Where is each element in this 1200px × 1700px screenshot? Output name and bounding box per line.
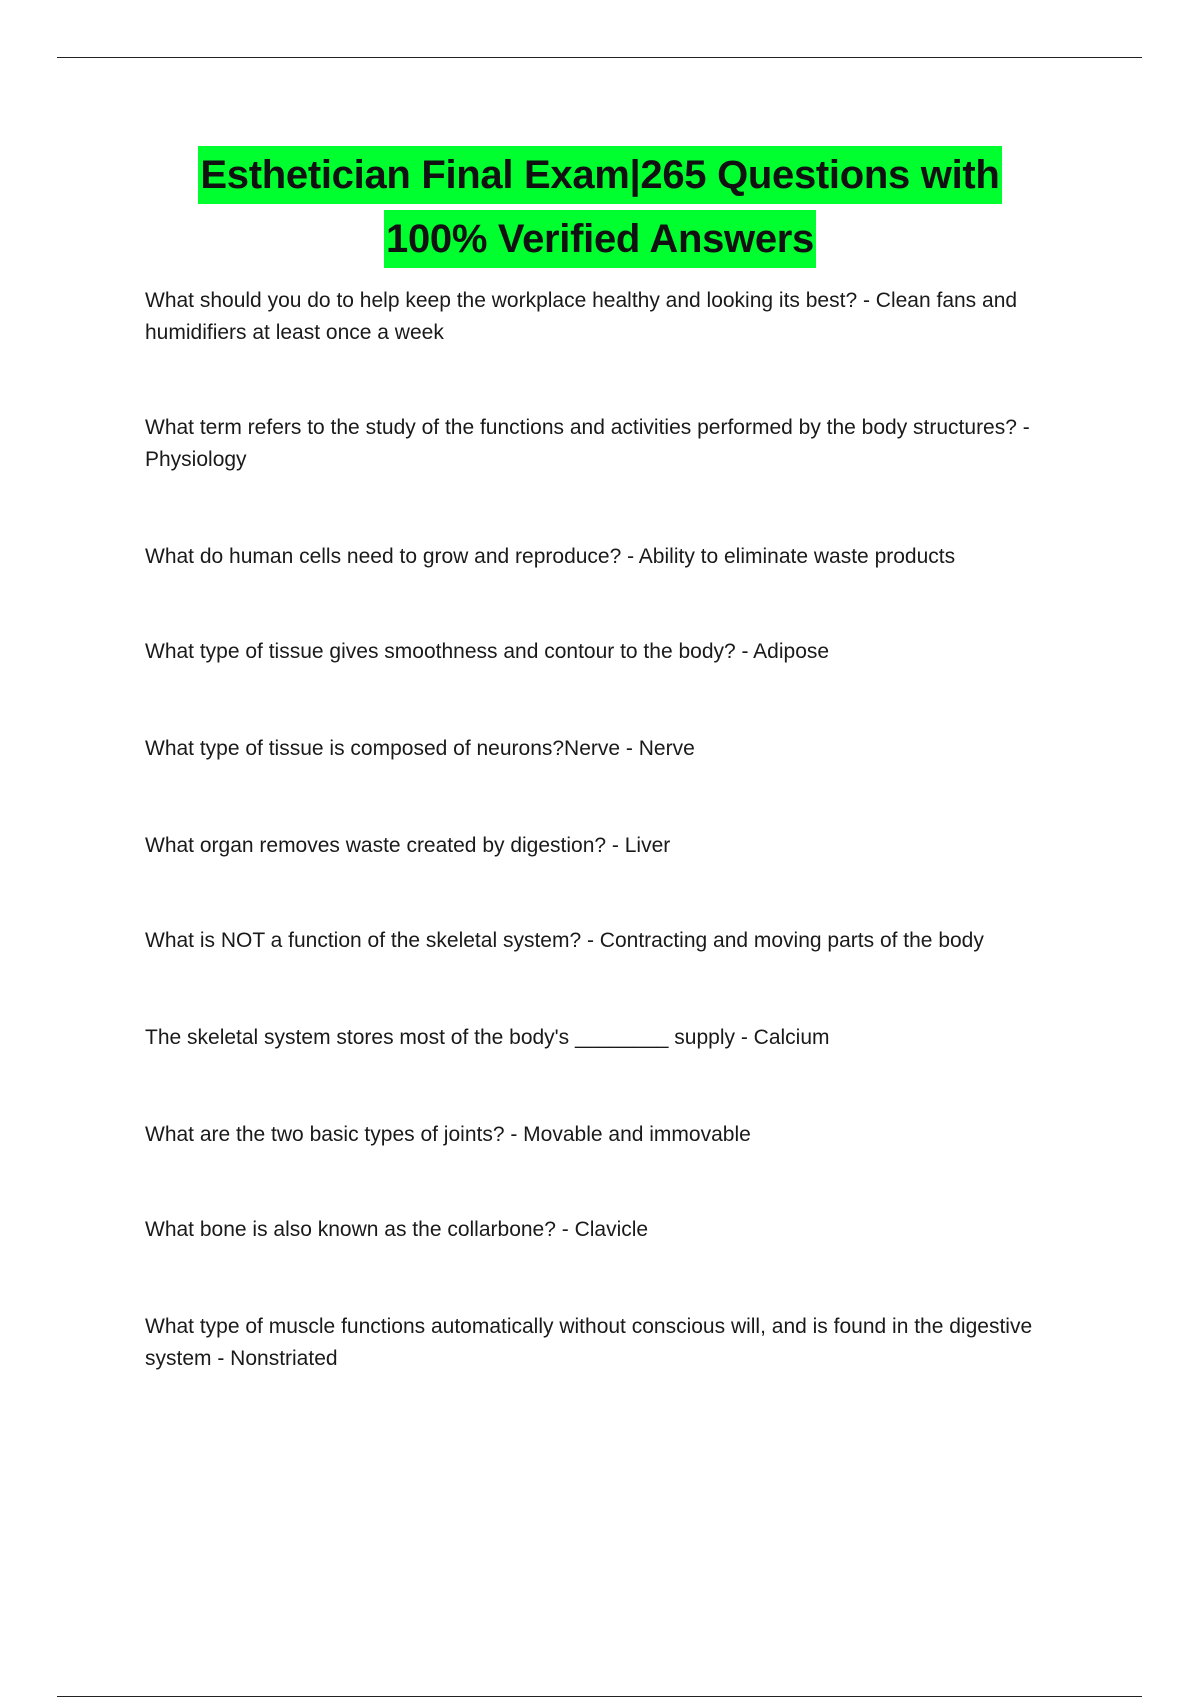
qa-item-1: What should you do to help keep the workplace healthy and looking its best? - Clean fans and humidifiers at least once a week: [145, 289, 1018, 344]
qa-item-11: What type of muscle functions automatically without conscious will, and is found in the digestive system - Nonstriated: [145, 1315, 1033, 1370]
qa-item-5: What type of tissue is composed of neurons?Nerve - Nerve: [145, 737, 695, 760]
qa-item-6: What organ removes waste created by digestion? - Liver: [145, 834, 671, 857]
bottom-rule: [57, 1696, 1142, 1697]
document-title: [0, 146, 1200, 268]
qa-item-2: What term refers to the study of the functions and activities performed by the body structures? - Physiology: [145, 416, 1030, 471]
qa-item-9: What are the two basic types of joints? - Movable and immovable: [145, 1123, 751, 1146]
qa-item-8: The skeletal system stores most of the body's ________ supply - Calcium: [145, 1026, 830, 1049]
qa-item-3: What do human cells need to grow and reproduce? - Ability to eliminate waste products: [145, 545, 956, 568]
qa-item-7: What is NOT a function of the skeletal system? - Contracting and moving parts of the body: [145, 929, 984, 952]
qa-item-4: What type of tissue gives smoothness and contour to the body? - Adipose: [145, 640, 830, 663]
title-line-2: 100% Verified Answers: [384, 210, 816, 268]
top-rule: [57, 57, 1142, 58]
title-line-1: Esthetician Final Exam|265 Questions with: [198, 146, 1001, 204]
qa-item-10: What bone is also known as the collarbone? - Clavicle: [145, 1218, 649, 1241]
